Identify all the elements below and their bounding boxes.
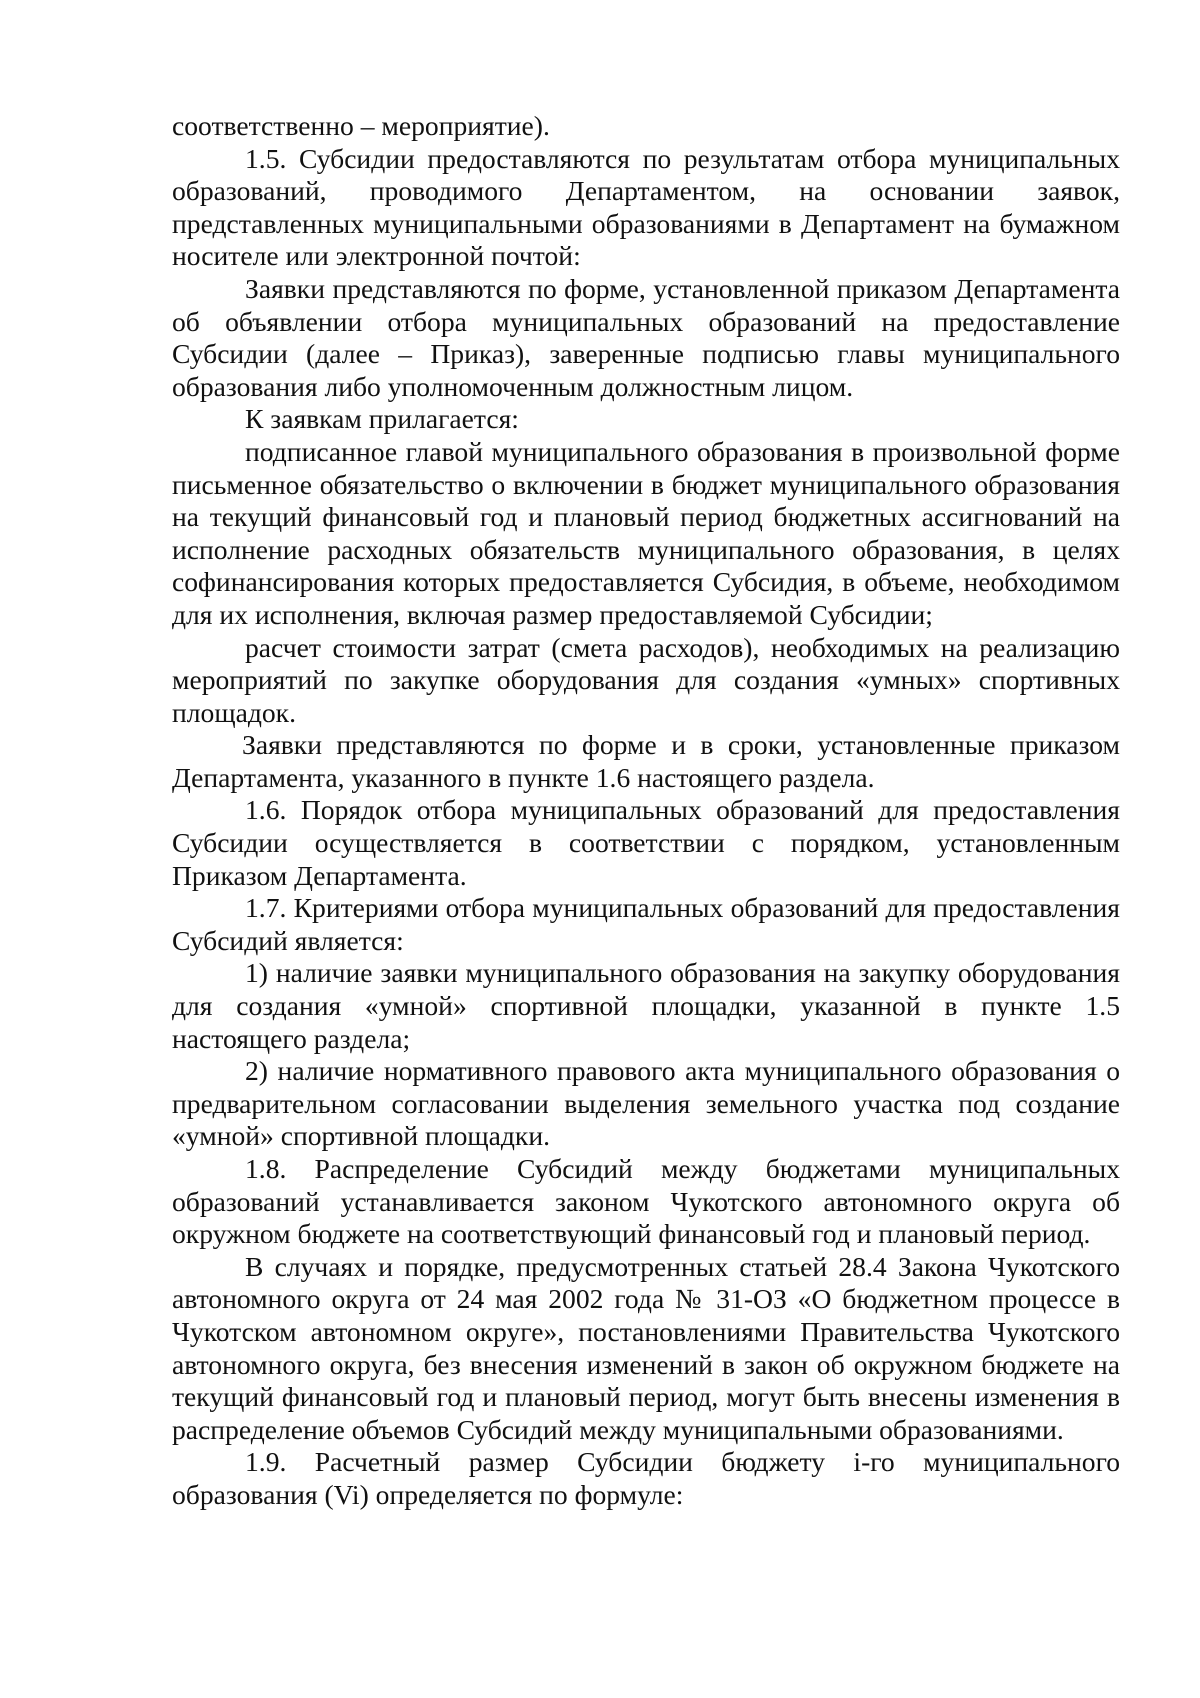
paragraph-1-5: 1.5. Субсидии предоставляются по результатам отбора муниципальных образований, проводимого Департаментом, на основании заявок, представленных муниципальными образованиями в Департамент на бумажном носителе или электронной почтой: — [172, 142, 1120, 272]
paragraph-1-8: 1.8. Распределение Субсидий между бюджетами муниципальных образований устанавливается законом Чукотского автономного округа об окружном бюджете на соответствующий финансовый год и плановый период. — [172, 1153, 1120, 1250]
paragraph-criterion-1: 1) наличие заявки муниципального образования на закупку оборудования для создания «умной» спортивной площадки, указанной в пункте 1.5 настоящего раздела; — [172, 957, 1120, 1054]
document-page — [172, 110, 1120, 1512]
paragraph-application-terms: Заявки представляются по форме и в сроки, установленные приказом Департамента, указанного в пункте 1.6 настоящего раздела. — [172, 729, 1120, 793]
paragraph-attachments-intro: К заявкам прилагается: — [245, 403, 519, 435]
paragraph-1-6: 1.6. Порядок отбора муниципальных образований для предоставления Субсидии осуществляется в соответствии с порядком, установленным Приказом Департамента. — [172, 794, 1120, 891]
paragraph-redistribution: В случаях и порядке, предусмотренных статьей 28.4 Закона Чукотского автономного округа от 24 мая 2002 года № 31-ОЗ «О бюджетном процессе в Чукотском автономном округе», постановлениями Правительства Чукотского автономного округа, без внесения изменений в закон об окружном бюджете на текущий финансовый год и плановый период, могут быть внесены изменения в распределение объемов Субсидий между муниципальными образованиями. — [172, 1250, 1120, 1445]
paragraph-1-7: 1.7. Критериями отбора муниципальных образований для предоставления Субсидий является: — [172, 892, 1120, 956]
paragraph-obligation: подписанное главой муниципального образования в произвольной форме письменное обязательство о включении в бюджет муниципального образования на текущий финансовый год и плановый период бюджетных ассигнований на исполнение расходных обязательств муниципального образования, в целях софинансирования которых предоставляется Субсидия, в объеме, необходимом для их исполнения, включая размер предоставляемой Субсидии; — [172, 435, 1120, 630]
paragraph-1-9: 1.9. Расчетный размер Субсидии бюджету i-го муниципального образования (Vi) определяется по формуле: — [172, 1446, 1120, 1510]
paragraph-criterion-2: 2) наличие нормативного правового акта муниципального образования о предварительном согласовании выделения земельного участка под создание «умной» спортивной площадки. — [172, 1055, 1120, 1152]
paragraph-cost-estimate: расчет стоимости затрат (смета расходов), необходимых на реализацию мероприятий по закупке оборудования для создания «умных» спортивных площадок. — [172, 631, 1120, 728]
paragraph-applications: Заявки представляются по форме, установленной приказом Департамента об объявлении отбора муниципальных образований на предоставление Субсидии (далее – Приказ), заверенные подписью главы муниципального образования либо уполномоченным должностным лицом. — [172, 272, 1120, 402]
paragraph-continuation: соответственно – мероприятие). — [172, 110, 550, 141]
